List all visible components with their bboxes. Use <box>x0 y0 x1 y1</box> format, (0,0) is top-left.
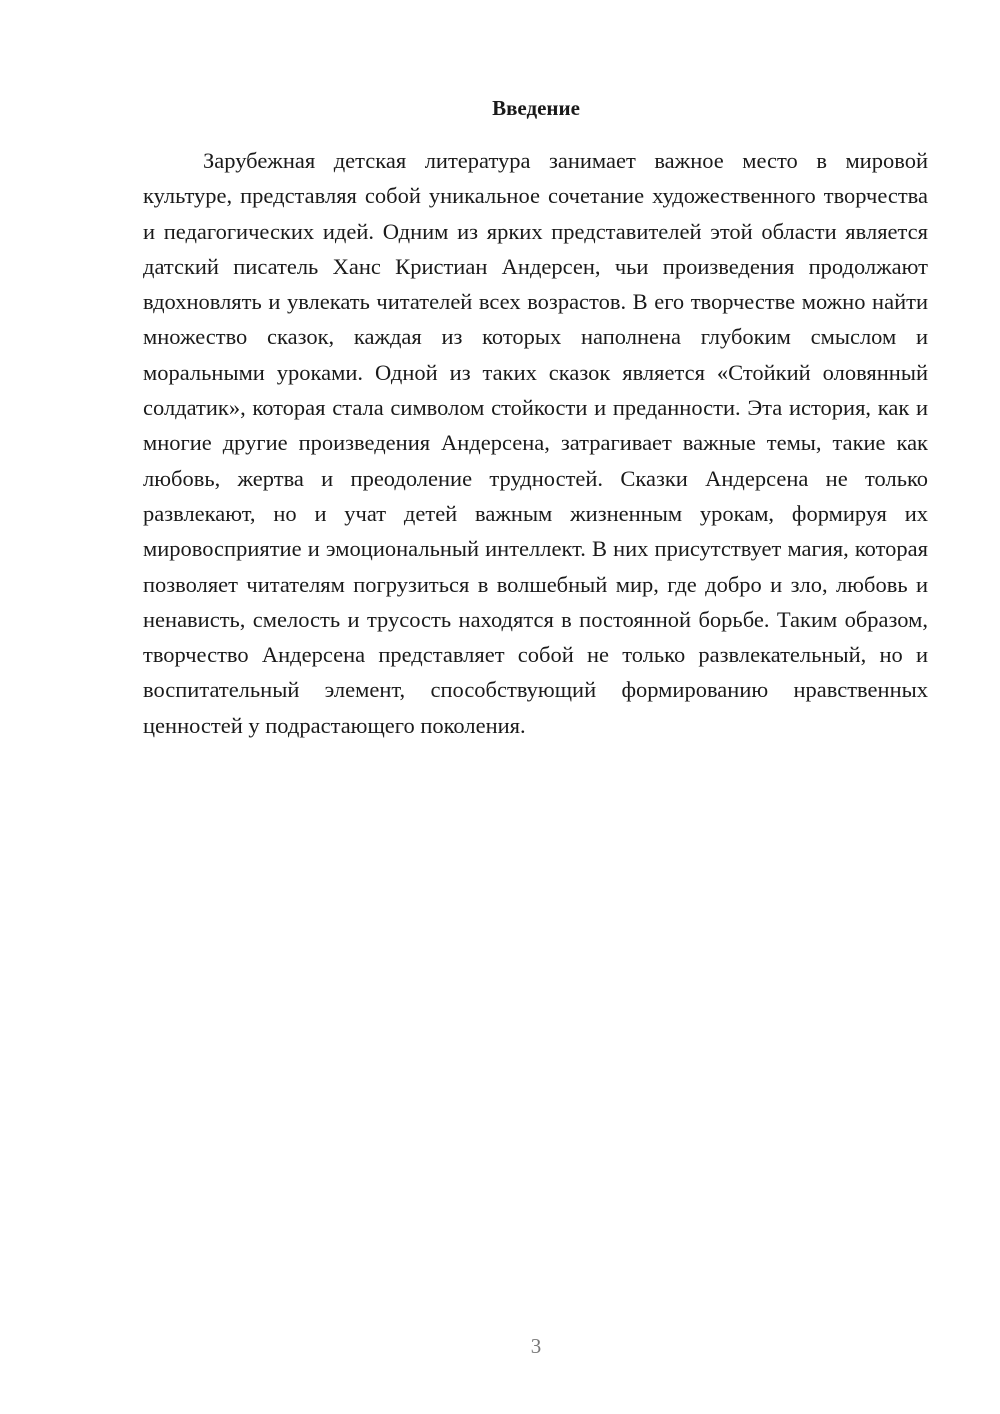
page-number: 3 <box>530 1334 542 1358</box>
section-heading: Введение <box>492 96 580 120</box>
body-paragraph: Зарубежная детская литература занимает важное место в мировой культуре, представляя собой уникальное сочетание художественного творчества и педагогических идей. Одним из ярких представителей этой области является датский писатель Ханс Кристиан Андерсен, чьи произведения продолжают вдохновлять и увлекать читателей всех возрастов. В его творчестве можно найти множество сказок, каждая из которых наполнена глубоким смыслом и моральными уроками. Одной из таких сказок является «Стойкий оловянный солдатик», которая стала символом стойкости и преданности. Эта история, как и многие другие произведения Андерсена, затрагивает важные темы, такие как любовь, жертва и преодоление трудностей. Сказки Андерсена не только развлекают, но и учат детей важным жизненным урокам, формируя их мировосприятие и эмоциональный интеллект. В них присутствует магия, которая позволяет читателям погрузиться в волшебный мир, где добро и зло, любовь и ненависть, смелость и трусость находятся в постоянной борьбе. Таким образом, творчество Андерсена представляет собой не только развлекательный, но и воспитательный элемент, способствующий формированию нравственных ценностей у подрастающего поколения. <box>143 148 928 738</box>
